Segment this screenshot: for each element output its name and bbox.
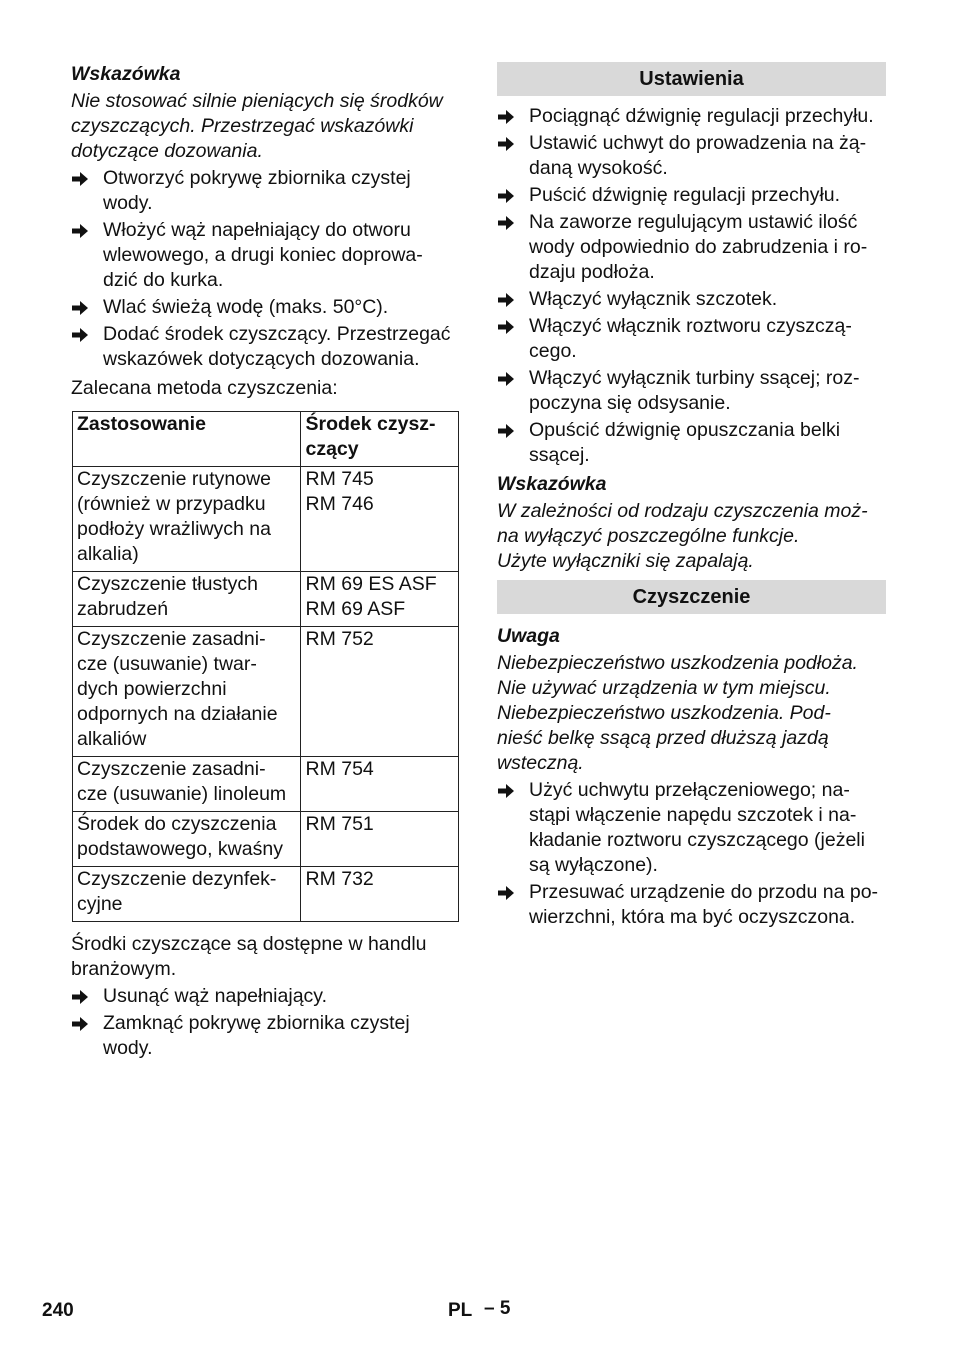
cell-agent: RM 69 ES ASF RM 69 ASF bbox=[301, 572, 459, 627]
arrow-right-icon bbox=[71, 218, 103, 243]
step-item bbox=[497, 418, 886, 468]
arrow-right-icon bbox=[497, 287, 529, 312]
arrow-right-icon bbox=[497, 778, 529, 803]
step-text: Włączyć włącznik roztworu czyszczą- cego. bbox=[529, 315, 852, 362]
availability-text: Środki czyszczące są dostępne w handlu branżowym. bbox=[71, 933, 427, 980]
arrow-right-icon bbox=[497, 880, 529, 905]
arrow-right-icon bbox=[497, 183, 529, 208]
cell-agent: RM 752 bbox=[301, 627, 459, 757]
section-title-settings: Ustawienia bbox=[497, 62, 886, 96]
section-title-cleaning: Czyszczenie bbox=[497, 580, 886, 614]
cell-application: Czyszczenie dezynfek- cyjne bbox=[73, 867, 301, 922]
arrow-right-icon bbox=[71, 984, 103, 1009]
arrow-right-icon bbox=[71, 1011, 103, 1036]
note-heading: Wskazówka bbox=[497, 473, 607, 495]
caution-heading: Uwaga bbox=[497, 625, 560, 647]
table-row bbox=[73, 812, 459, 867]
cell-agent: RM 745 RM 746 bbox=[301, 467, 459, 572]
arrow-right-icon bbox=[497, 366, 529, 391]
cell-agent: RM 754 bbox=[301, 757, 459, 812]
step-list bbox=[497, 104, 886, 468]
cell-agent: RM 751 bbox=[301, 812, 459, 867]
arrow-right-icon bbox=[497, 314, 529, 339]
cell-application: Czyszczenie zasadni- cze (usuwanie) linoleum bbox=[73, 757, 301, 812]
step-list bbox=[71, 984, 459, 1061]
note-text: Nie stosować silnie pieniących się środków czyszczących. Przestrzegać wskazówki dotyczące dozowania. bbox=[71, 90, 443, 162]
step-text: Otworzyć pokrywę zbiornika czystej wody. bbox=[103, 167, 411, 214]
step-item bbox=[71, 322, 459, 372]
cell-application: Środek do czyszczenia podstawowego, kwaśny bbox=[73, 812, 301, 867]
table-row bbox=[73, 867, 459, 922]
step-item bbox=[71, 984, 459, 1009]
step-item bbox=[71, 295, 459, 320]
note-heading: Wskazówka bbox=[71, 63, 181, 85]
table-header-row bbox=[73, 412, 459, 467]
arrow-right-icon bbox=[497, 131, 529, 156]
step-item bbox=[71, 1011, 459, 1061]
right-column bbox=[497, 62, 886, 932]
arrow-right-icon bbox=[497, 418, 529, 443]
step-item bbox=[497, 880, 886, 930]
cell-agent: RM 732 bbox=[301, 867, 459, 922]
step-item bbox=[71, 166, 459, 216]
step-text: Usunąć wąż napełniający. bbox=[103, 985, 328, 1007]
step-text: Pociągnąć dźwignię regulacji przechyłu. bbox=[529, 105, 874, 127]
arrow-right-icon bbox=[71, 295, 103, 320]
step-text: Przesuwać urządzenie do przodu na po- wierzchni, która ma być oczyszczona. bbox=[529, 881, 879, 928]
step-item bbox=[497, 314, 886, 364]
step-text: Wlać świeżą wodę (maks. 50°C). bbox=[103, 296, 389, 318]
step-item bbox=[497, 104, 886, 129]
arrow-right-icon bbox=[497, 104, 529, 129]
column-header-application: Zastosowanie bbox=[73, 412, 301, 467]
arrow-right-icon bbox=[497, 210, 529, 235]
step-item bbox=[497, 183, 886, 208]
step-text: Opuścić dźwignię opuszczania belki ssącej. bbox=[529, 419, 841, 466]
arrow-right-icon bbox=[71, 166, 103, 191]
step-item bbox=[497, 287, 886, 312]
step-item bbox=[71, 218, 459, 293]
step-text: Na zaworze regulującym ustawić ilość wody odpowiednio do zabrudzenia i ro- dzaju podłoża. bbox=[529, 211, 868, 283]
step-item bbox=[497, 366, 886, 416]
step-list bbox=[71, 166, 459, 372]
table-body bbox=[73, 467, 459, 922]
note-text: W zależności od rodzaju czyszczenia moż- na wyłączyć poszczególne funkcje. Użyte wyłączniki się zapalają. bbox=[497, 500, 868, 572]
left-column bbox=[71, 62, 459, 1063]
step-text: Zamknąć pokrywę zbiornika czystej wody. bbox=[103, 1012, 410, 1059]
arrow-right-icon bbox=[71, 322, 103, 347]
cleaning-agents-table bbox=[72, 411, 459, 922]
table-row bbox=[73, 467, 459, 572]
step-text: Puścić dźwignię regulacji przechyłu. bbox=[529, 184, 841, 206]
step-text: Ustawić uchwyt do prowadzenia na żą- daną wysokość. bbox=[529, 132, 867, 179]
page-number: 240 bbox=[42, 1300, 74, 1321]
table-row bbox=[73, 572, 459, 627]
step-text: Włączyć wyłącznik turbiny ssącej; roz- poczyna się odsysanie. bbox=[529, 367, 860, 414]
step-text: Dodać środek czyszczący. Przestrzegać wskazówek dotyczących dozowania. bbox=[103, 323, 451, 370]
cell-application: Czyszczenie tłustych zabrudzeń bbox=[73, 572, 301, 627]
cell-application: Czyszczenie zasadni- cze (usuwanie) twar- dych powierzchni odpornych na działanie alkaliów bbox=[73, 627, 301, 757]
table-row bbox=[73, 757, 459, 812]
table-row bbox=[73, 627, 459, 757]
step-list bbox=[497, 778, 886, 930]
step-item bbox=[497, 131, 886, 181]
step-text: Użyć uchwytu przełączeniowego; na- stąpi włączenie napędu szczotek i na- kładanie roztworu czyszczącego (jeżeli są wyłączone). bbox=[529, 779, 865, 876]
cell-application: Czyszczenie rutynowe (również w przypadku podłoży wrażliwych na alkalia) bbox=[73, 467, 301, 572]
column-header-agent: Środek czysz- czący bbox=[301, 412, 459, 467]
language-code: PL bbox=[448, 1300, 473, 1321]
step-item bbox=[497, 778, 886, 878]
step-text: Włożyć wąż napełniający do otworu wlewowego, a drugi koniec doprowa- dzić do kurka. bbox=[103, 219, 423, 291]
step-text: Włączyć wyłącznik szczotek. bbox=[529, 288, 778, 310]
caution-text: Niebezpieczeństwo uszkodzenia podłoża. Nie używać urządzenia w tym miejscu. Niebezpieczeństwo uszkodzenia. Pod- nieść belkę ssącą przed dłuższą jazdą wsteczną. bbox=[497, 652, 858, 774]
step-item bbox=[497, 210, 886, 285]
method-label: Zalecana metoda czyszczenia: bbox=[71, 377, 338, 399]
section-page-number: – 5 bbox=[484, 1298, 511, 1319]
